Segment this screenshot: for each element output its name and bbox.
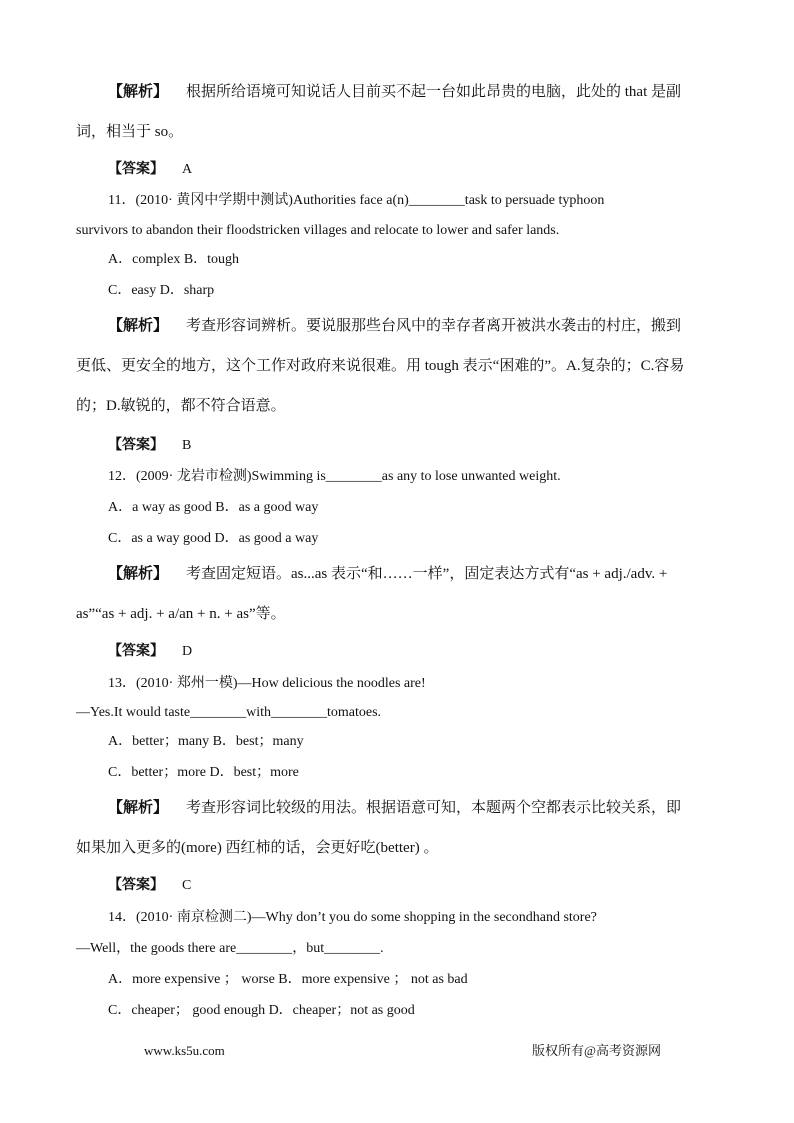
analysis-12-line-2: as”“as + adj. + a/an + n. + as”等。: [76, 606, 286, 622]
answer-label: 【答案】: [108, 162, 164, 177]
analysis-11-line-1: 【解析】 考查形容词辨析。要说服那些台风中的幸存者离开被洪水袭击的村庄，搬到: [108, 318, 682, 334]
question-13-options-ab: A．better；many B．best；many: [108, 734, 304, 749]
analysis-10-line-1: 【解析】 根据所给语境可知说话人目前买不起一台如此昂贵的电脑，此处的 that 是副: [108, 84, 682, 100]
question-11-options-ab: A．complex B．tough: [108, 252, 240, 267]
footer-copyright: 版权所有@高考资源网: [532, 1043, 661, 1058]
analysis-10-line-2: 词，相当于 so。: [76, 124, 184, 140]
analysis-label: 【解析】: [108, 84, 169, 100]
analysis-11-line-2: 更低、更安全的地方，这个工作对政府来说很难。用 tough 表示“困难的”。A.复杂的；C.容易: [76, 358, 685, 374]
answer-12: 【答案】 D: [108, 644, 193, 659]
answer-label: 【答案】: [108, 644, 164, 659]
analysis-label: 【解析】: [108, 800, 169, 816]
answer-10: 【答案】 A: [108, 162, 193, 177]
answer-11: 【答案】 B: [108, 438, 192, 453]
answer-label: 【答案】: [108, 878, 164, 893]
question-11-stem-2: survivors to abandon their floodstricken villages and relocate to lower and safer lands.: [76, 223, 560, 238]
question-14-options-cd: C．cheaper； good enough D．cheaper；not as good: [108, 1003, 415, 1018]
question-13-stem-1: 13．(2010· 郑州一模)—How delicious the noodles are!: [108, 676, 426, 691]
question-11-stem-1: 11．(2010· 黄冈中学期中测试)Authorities face a(n)________task to persuade typhoon: [108, 193, 605, 208]
footer-website: www.ks5u.com: [144, 1043, 225, 1058]
question-14-stem-2: —Well，the goods there are________，but________.: [76, 941, 384, 956]
analysis-label: 【解析】: [108, 566, 169, 582]
question-12-options-ab: A．a way as good B．as a good way: [108, 500, 319, 515]
analysis-label: 【解析】: [108, 318, 169, 334]
analysis-13-line-1: 【解析】 考查形容词比较级的用法。根据语意可知，本题两个空都表示比较关系，即: [108, 800, 682, 816]
question-14-stem-1: 14．(2010· 南京检测二)—Why don’t you do some shopping in the secondhand store?: [108, 910, 597, 925]
question-13-options-cd: C．better；more D．best；more: [108, 765, 299, 780]
question-13-stem-2: —Yes.It would taste________with________tomatoes.: [76, 705, 382, 720]
analysis-12-line-1: 【解析】 考查固定短语。as...as 表示“和……一样”，固定表达方式有“as + adj./adv. +: [108, 566, 668, 582]
answer-13: 【答案】 C: [108, 878, 192, 893]
question-12-stem-1: 12．(2009· 龙岩市检测)Swimming is________as any to lose unwanted weight.: [108, 469, 561, 484]
answer-label: 【答案】: [108, 438, 164, 453]
question-11-options-cd: C．easy D．sharp: [108, 283, 215, 298]
question-14-options-ab: A．more expensive ； worse B．more expensive ； not as bad: [108, 972, 468, 987]
analysis-11-line-3: 的；D.敏锐的，都不符合语意。: [76, 398, 286, 414]
question-12-options-cd: C．as a way good D．as good a way: [108, 531, 319, 546]
analysis-13-line-2: 如果加入更多的(more) 西红柿的话，会更好吃(better) 。: [76, 840, 439, 856]
